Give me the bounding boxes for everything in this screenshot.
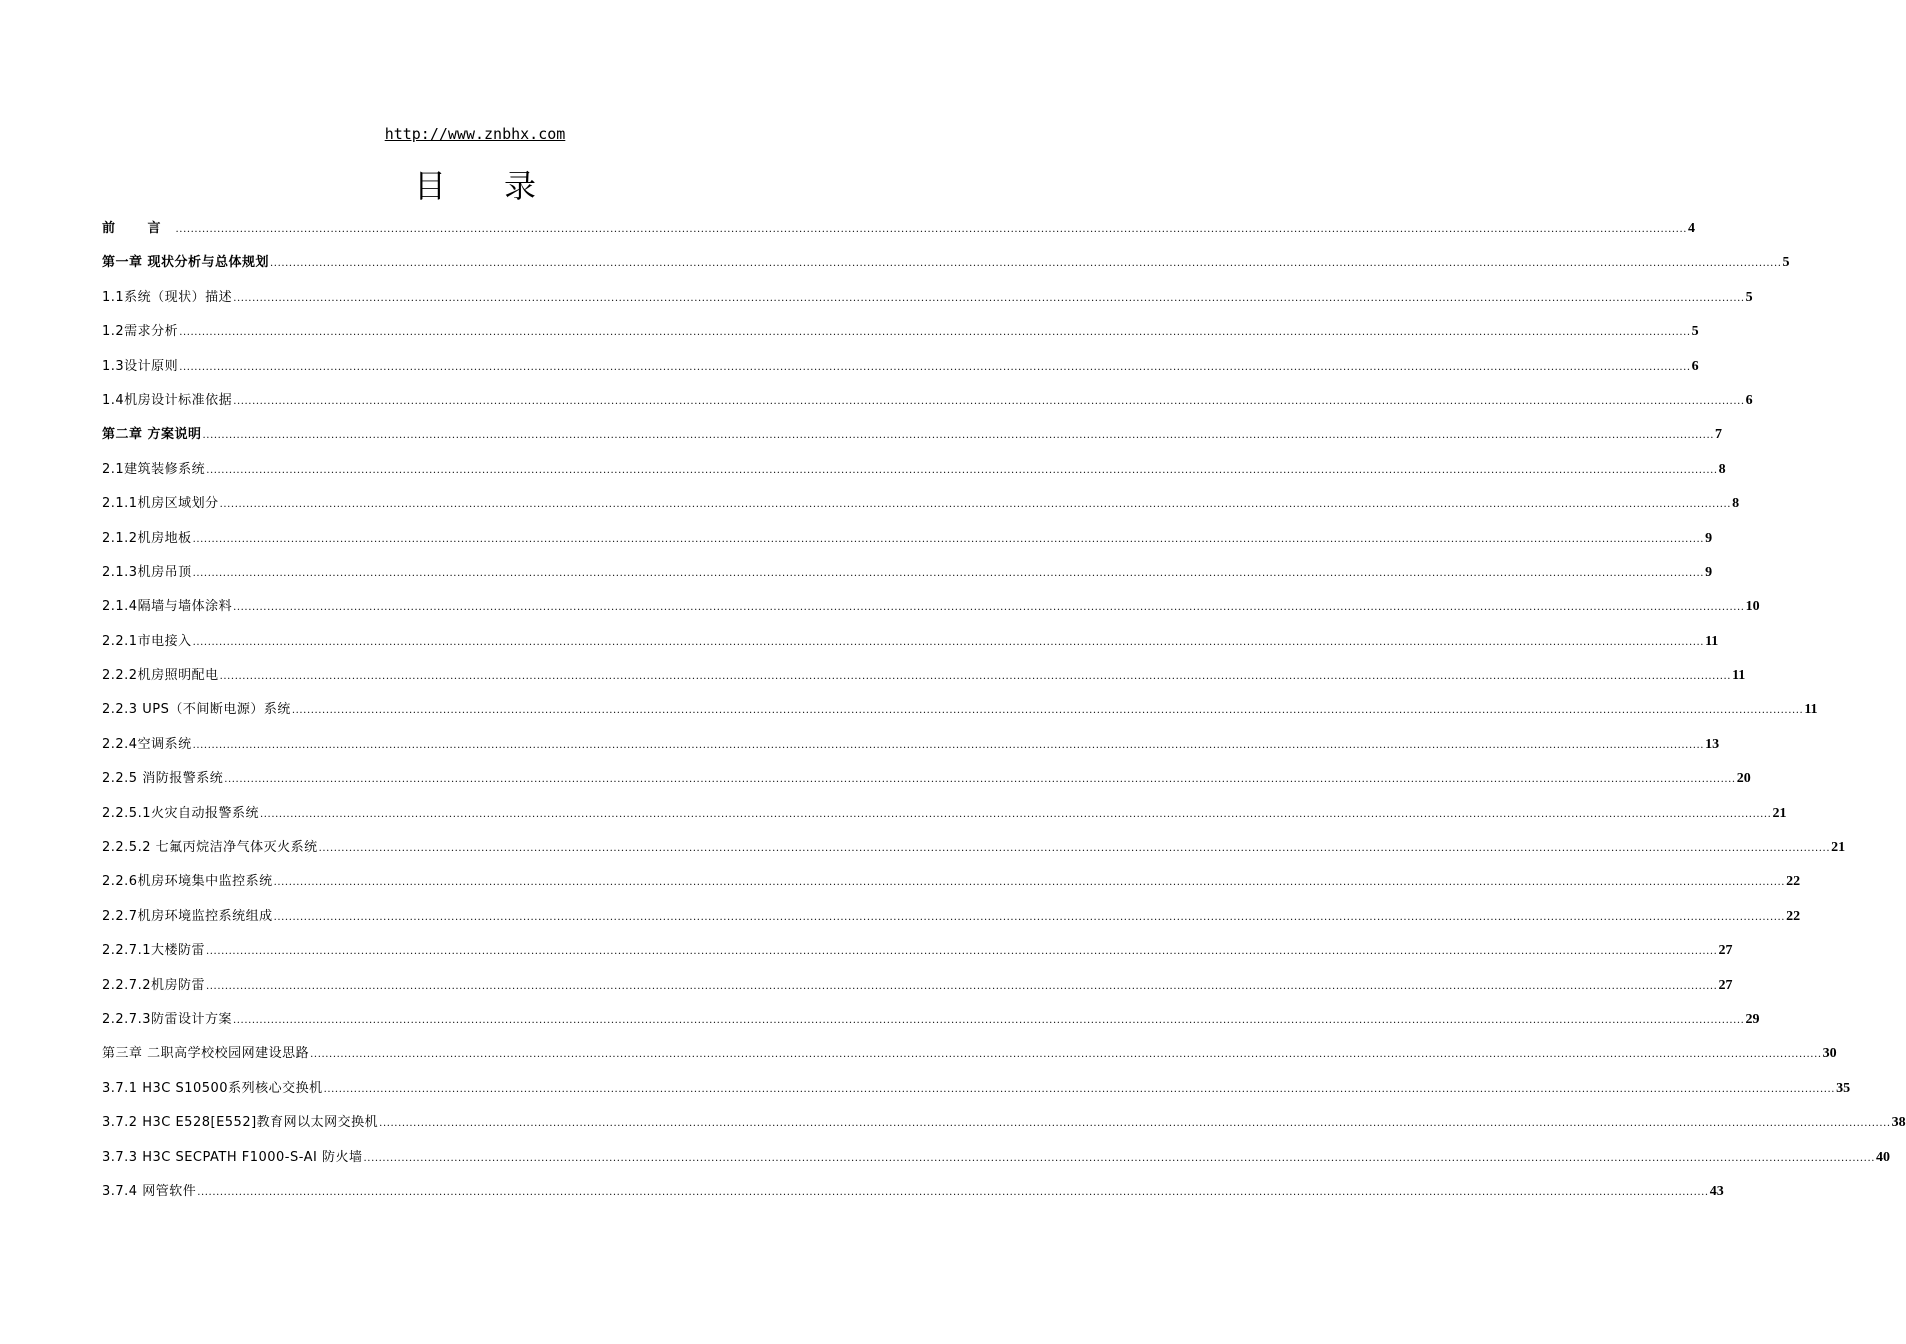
- toc-entry[interactable]: [102, 423, 1723, 457]
- toc-entry-page-number: 6: [1691, 358, 1699, 374]
- toc-leader-dots: ................................................................................................................................................................................................................................................................................................................................................................................................................: [310, 1049, 1822, 1061]
- toc-entry[interactable]: [102, 1008, 1760, 1042]
- toc-title-right: 录: [504, 167, 537, 205]
- toc-entry-label: 前 言: [102, 221, 175, 236]
- toc-leader-dots: ................................................................................................................................................................................................................................................................................................................................................................................................................: [233, 292, 1745, 304]
- toc-entry[interactable]: [102, 905, 1801, 939]
- toc-entry-label: 3.7.4 网管软件: [102, 1183, 197, 1199]
- toc-entry[interactable]: [102, 974, 1733, 1008]
- toc-entry-page-number: 30: [1822, 1046, 1837, 1062]
- toc-entry-label: 3.7.1 H3C S10500系列核心交换机: [102, 1080, 323, 1096]
- toc-entry[interactable]: [102, 698, 1818, 732]
- toc-entry-page-number: 4: [1688, 221, 1696, 236]
- toc-entry-page-number: 20: [1736, 771, 1751, 787]
- toc-entry-label: 2.2.5.1火灾自动报警系统: [102, 805, 259, 821]
- toc-entry[interactable]: [102, 870, 1801, 904]
- toc-entry-label: 2.1.4隔墙与墙体涂料: [102, 599, 233, 615]
- toc-entry-label: 2.2.7.2机房防雷: [102, 977, 205, 993]
- toc-entry-page-number: 10: [1745, 599, 1760, 615]
- toc-entry[interactable]: [102, 939, 1733, 973]
- toc-leader-dots: ................................................................................................................................................................................................................................................................................................................................................................................................................: [219, 499, 1732, 511]
- toc-entry-page-number: 38: [1891, 1115, 1906, 1131]
- toc-leader-dots: ................................................................................................................................................................................................................................................................................................................................................................................................................: [233, 395, 1745, 407]
- toc-leader-dots: ................................................................................................................................................................................................................................................................................................................................................................................................................: [179, 361, 1691, 373]
- toc-entry[interactable]: [102, 1180, 1724, 1214]
- toc-entry-label: 2.1.1机房区域划分: [102, 496, 219, 512]
- toc-leader-dots: ................................................................................................................................................................................................................................................................................................................................................................................................................: [291, 705, 1804, 717]
- toc-entry-page-number: 21: [1831, 840, 1846, 856]
- toc-entry-page-number: 5: [1782, 255, 1790, 271]
- toc-leader-dots: ................................................................................................................................................................................................................................................................................................................................................................................................................: [197, 1186, 1709, 1198]
- toc-entry-label: 1.2需求分析: [102, 324, 179, 340]
- toc-entry[interactable]: [102, 1111, 1906, 1145]
- toc-entry[interactable]: [102, 767, 1751, 801]
- toc-entry-label: 2.2.4空调系统: [102, 736, 192, 752]
- toc-entry-label: 2.2.7机房环境监控系统组成: [102, 908, 273, 924]
- toc-leader-dots: ................................................................................................................................................................................................................................................................................................................................................................................................................: [205, 946, 1718, 958]
- toc-entry[interactable]: [102, 664, 1746, 698]
- toc-leader-dots: ................................................................................................................................................................................................................................................................................................................................................................................................................: [379, 1118, 1891, 1130]
- toc-leader-dots: ................................................................................................................................................................................................................................................................................................................................................................................................................: [192, 739, 1705, 751]
- toc-entry-page-number: 9: [1705, 564, 1713, 580]
- toc-entry-page-number: 27: [1718, 977, 1733, 993]
- toc-entry-label: 2.1.2机房地板: [102, 530, 192, 546]
- toc-entry-label: 2.2.1市电接入: [102, 633, 192, 649]
- toc-entry[interactable]: [102, 389, 1753, 423]
- toc-title: [0, 164, 950, 208]
- toc-leader-dots: ................................................................................................................................................................................................................................................................................................................................................................................................................: [323, 1083, 1836, 1095]
- toc-entry-page-number: 35: [1836, 1080, 1851, 1096]
- toc-entry-label: 2.2.3 UPS（不间断电源）系统: [102, 702, 291, 718]
- toc-entry-page-number: 8: [1732, 496, 1740, 512]
- website-link[interactable]: http://www.znbhx.com: [384, 125, 566, 143]
- toc-entry[interactable]: [102, 286, 1753, 320]
- toc-entry[interactable]: [102, 355, 1699, 389]
- toc-entry-page-number: 11: [1732, 668, 1746, 684]
- toc-leader-dots: ................................................................................................................................................................................................................................................................................................................................................................................................................: [318, 843, 1831, 855]
- toc-entry-page-number: 43: [1709, 1183, 1724, 1199]
- toc-entry-label: 2.2.7.3防雷设计方案: [102, 1011, 232, 1027]
- toc-entry[interactable]: [102, 527, 1713, 561]
- toc-leader-dots: ................................................................................................................................................................................................................................................................................................................................................................................................................: [233, 602, 1745, 614]
- toc-entry-page-number: 22: [1786, 908, 1801, 924]
- toc-entry-label: 第三章 二职高学校校园网建设思路: [102, 1046, 310, 1062]
- toc-leader-dots: ................................................................................................................................................................................................................................................................................................................................................................................................................: [273, 911, 1786, 923]
- toc-leader-dots: ................................................................................................................................................................................................................................................................................................................................................................................................................: [192, 636, 1705, 648]
- toc-entry-label: 1.3设计原则: [102, 358, 179, 374]
- toc-entry-label: 第一章 现状分析与总体规划: [102, 255, 270, 271]
- toc-entry-label: 2.2.5.2 七氟丙烷洁净气体灭火系统: [102, 840, 318, 856]
- toc-entry-label: 2.2.6机房环境集中监控系统: [102, 874, 273, 890]
- toc-entry-label: 3.7.2 H3C E528[E552]教育网以太网交换机: [102, 1115, 379, 1131]
- toc-entry-page-number: 11: [1804, 702, 1818, 718]
- toc-leader-dots: ................................................................................................................................................................................................................................................................................................................................................................................................................: [205, 980, 1718, 992]
- toc-entry-page-number: 5: [1745, 289, 1753, 305]
- toc-entry-label: 2.1.3机房吊顶: [102, 564, 192, 580]
- toc-entry[interactable]: [102, 251, 1790, 285]
- toc-leader-dots: ................................................................................................................................................................................................................................................................................................................................................................................................................: [363, 1152, 1876, 1164]
- toc-leader-dots: ................................................................................................................................................................................................................................................................................................................................................................................................................: [259, 808, 1772, 820]
- toc-entry[interactable]: [102, 492, 1740, 526]
- toc-entry-label: 2.1建筑装修系统: [102, 461, 206, 477]
- toc-entry-label: 2.2.2机房照明配电: [102, 668, 219, 684]
- toc-entry[interactable]: [102, 1077, 1851, 1111]
- toc-leader-dots: ................................................................................................................................................................................................................................................................................................................................................................................................................: [192, 567, 1705, 579]
- toc-entry[interactable]: [102, 630, 1719, 664]
- toc-leader-dots: ................................................................................................................................................................................................................................................................................................................................................................................................................: [175, 224, 1688, 235]
- toc-entry-page-number: 13: [1705, 736, 1720, 752]
- toc-entry-page-number: 8: [1718, 461, 1726, 477]
- toc-entry-page-number: 29: [1745, 1011, 1760, 1027]
- toc-list: [102, 217, 1906, 1214]
- toc-entry-page-number: 22: [1786, 874, 1801, 890]
- toc-leader-dots: ................................................................................................................................................................................................................................................................................................................................................................................................................: [206, 464, 1718, 476]
- toc-leader-dots: ................................................................................................................................................................................................................................................................................................................................................................................................................: [192, 533, 1705, 545]
- toc-entry[interactable]: [102, 561, 1713, 595]
- toc-entry-page-number: 21: [1772, 805, 1787, 821]
- toc-entry-page-number: 9: [1705, 530, 1713, 546]
- toc-entry-label: 3.7.3 H3C SECPATH F1000-S-AI 防火墙: [102, 1149, 363, 1165]
- toc-entry-page-number: 6: [1745, 392, 1753, 408]
- toc-entry[interactable]: [102, 595, 1760, 629]
- toc-entry[interactable]: [102, 802, 1787, 836]
- toc-entry-page-number: 11: [1705, 633, 1719, 649]
- header-url: [0, 124, 950, 144]
- toc-leader-dots: ................................................................................................................................................................................................................................................................................................................................................................................................................: [179, 327, 1691, 339]
- toc-entry[interactable]: [102, 217, 1696, 251]
- toc-entry[interactable]: [102, 320, 1699, 354]
- toc-entry-page-number: 7: [1715, 427, 1723, 443]
- toc-leader-dots: ................................................................................................................................................................................................................................................................................................................................................................................................................: [202, 430, 1715, 442]
- toc-leader-dots: ................................................................................................................................................................................................................................................................................................................................................................................................................: [270, 258, 1782, 270]
- toc-entry-label: 第二章 方案说明: [102, 427, 202, 443]
- toc-entry[interactable]: [102, 733, 1720, 767]
- toc-entry-page-number: 27: [1718, 943, 1733, 959]
- toc-leader-dots: ................................................................................................................................................................................................................................................................................................................................................................................................................: [232, 1014, 1745, 1026]
- toc-entry-page-number: 40: [1876, 1149, 1891, 1165]
- toc-leader-dots: ................................................................................................................................................................................................................................................................................................................................................................................................................: [224, 774, 1736, 786]
- toc-leader-dots: ................................................................................................................................................................................................................................................................................................................................................................................................................: [273, 877, 1786, 889]
- toc-entry[interactable]: [102, 836, 1846, 870]
- toc-entry-label: 1.1系统（现状）描述: [102, 289, 233, 305]
- toc-entry-page-number: 5: [1691, 324, 1699, 340]
- toc-entry[interactable]: [102, 458, 1726, 492]
- toc-entry[interactable]: [102, 1042, 1837, 1076]
- toc-entry-label: 1.4机房设计标准依据: [102, 392, 233, 408]
- toc-leader-dots: ................................................................................................................................................................................................................................................................................................................................................................................................................: [219, 671, 1732, 683]
- toc-title-left: 目: [413, 167, 446, 205]
- toc-entry-label: 2.2.7.1大楼防雷: [102, 943, 205, 959]
- toc-entry-label: 2.2.5 消防报警系统: [102, 771, 224, 787]
- toc-entry[interactable]: [102, 1146, 1891, 1180]
